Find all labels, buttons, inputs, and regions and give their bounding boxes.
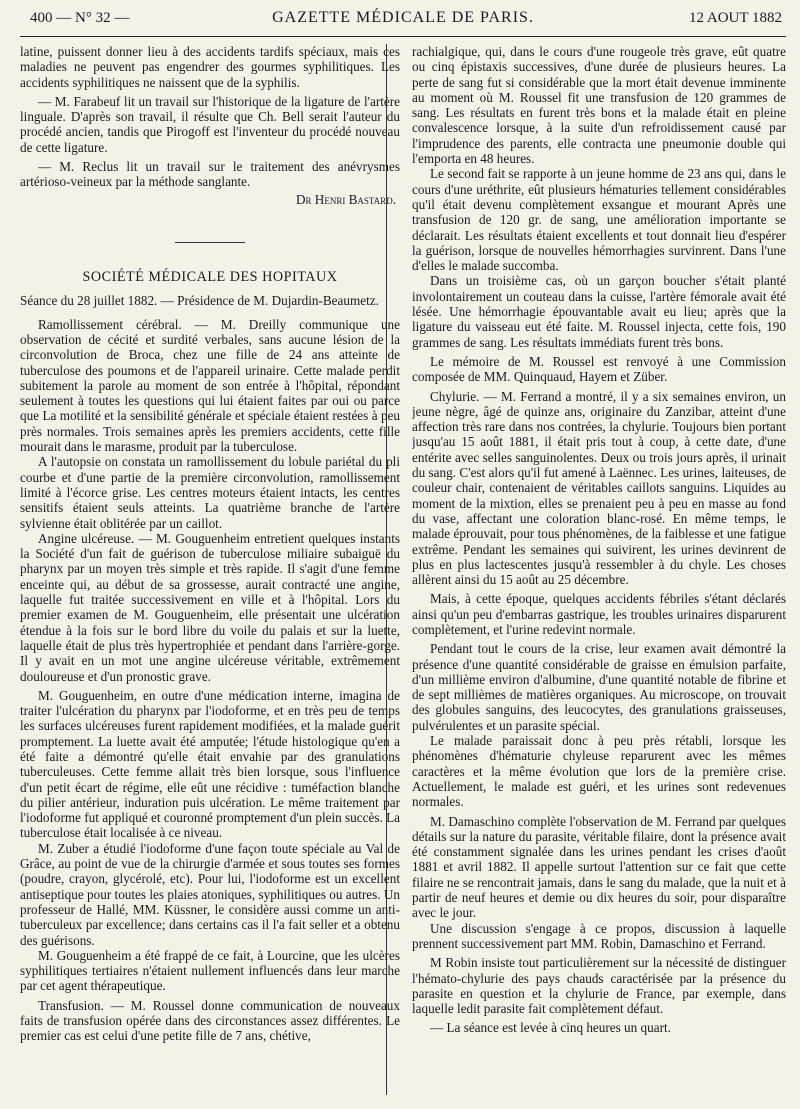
paragraph: Une discussion s'engage à ce propos, discussion à laquelle prennent successivement part MM. Robin, Damaschino et Ferrand. (412, 920, 786, 951)
paragraph: Mais, à cette époque, quelques accidents fébriles s'étant déclarés ainsi qu'un peu d'embarras gastrique, les troubles urinaires disparurent complètement, et l'urine redevint normale. (412, 591, 786, 637)
paragraph: M. Damaschino complète l'observation de M. Ferrand par quelques détails sur la nature du parasite, véritable filaire, dont la présence avait été constamment signalée dans les urines pendant les crises d'août 1881 et avril 1882. Il appelle surtout l'attention sur ce fait que cette filaire ne se rencontrait jamais, dans le sang du malade, que la nuit et à partir de neuf heures et demie ou dix heures du soir, pour disparaître avec le jour. (412, 813, 786, 921)
page-number: 400 — N° 32 — (30, 10, 130, 26)
paragraph: Ramollissement cérébral. — M. Dreilly communique une observation de cécité et surdité verbales, sans aucune lésion de la circonvolution de Broca, chez une fille de 24 ans atteinte de tuberculose des poumons et de l'appareil urinaire. Cette malade perdit subitement la parole au moment de son entrée à l'hôpital, répondant seulement à toutes les questions qui lui étaient faites par oui ou parce que La motilité et la sensibilité générale et spéciale étaient restées à peu près normales. Trois semaines après les premiers accidents, cette fille mourait dans le marasme, produit par la tuberculose. (20, 316, 400, 455)
paragraph: — La séance est levée à cinq heures un quart. (430, 1020, 671, 1036)
section-title: SOCIÉTÉ MÉDICALE DES HOPITAUX (82, 268, 338, 285)
article-columns (20, 44, 786, 1109)
signature: Dr Henri Bastard. (295, 191, 396, 207)
page-header (20, 6, 786, 37)
paragraph: — M. Reclus lit un travail sur le traitement des anévrysmes artérioso-veineux par la méthode sanglante. (20, 159, 400, 190)
paragraph: M Robin insiste tout particulièrement sur la nécessité de distinguer l'hémato-chylurie des pays chauds caractérisée par la présence du parasite en question et la chylurie de France, par exemple, dans laquelle ledit parasite fait complètement défaut. (412, 955, 786, 1017)
paragraph: Chylurie. — M. Ferrand a montré, il y a six semaines environ, un jeune nègre, âgé de quinze ans, originaire du Zanzibar, atteint d'une affection très rare dans nos contrées, la chylurie. Toujours bien portant jusqu'au 15 août 1881, il était pris tout à coup, à cette date, d'une entérite avec selles sanguinolentes. Deux ou trois jours après, il urinait du sang. C'est alors qu'il fut amené à Laënnec. Les urines, laiteuses, de couleur chair, contenaient de véritables caillots sanguins. Liquides au moment de la mixtion, elles se prenaient peu à peu en masse au fond du vase, affectant une coloration blanc-rosé. En même temps, le malade éprouvait, pour tous phénomènes, de la faiblesse et une fatigue extrême. Pendant les semaines qui suivirent, les urines devinrent de plus en plus lactescentes jusqu'à ressembler à du chyle. Les choses allèrent ainsi du 15 août au 25 décembre. (412, 388, 786, 588)
paragraph: A l'autopsie on constata un ramollissement du lobule pariétal du pli courbe et d'une partie de la première circonvolution, ramollissement limité à l'écorce grise. Les centres moteurs étaient intacts, les centres sensitifs étaient seuls atteints. La quatrième branche de l'artère sylvienne était oblitérée par un caillot. (20, 454, 400, 531)
paragraph: M. Gouguenheim a été frappé de ce fait, à Lourcine, que les ulcères syphilitiques tertiaires n'étaient nullement influencés dans leur marche par cet agent thérapeutique. (20, 947, 400, 994)
paragraph: Le second fait se rapporte à un jeune homme de 23 ans qui, dans le cours d'une uréthrite, eût plusieurs hématuries tellement considérables qu'il était devenu complètement exsangue et mourant Après une transfusion de 120 gr. de sang, une amélioration importante se déclarait. Les résultats étaient excellents et tout donnait lieu d'espérer la guérison, lorsque de nouvelles hémorrhagies survinrent. Dans l'une d'elles le malade succomba. (412, 166, 786, 274)
paragraph: M. Gouguenheim, en outre d'une médication interne, imagina de traiter l'ulcération du pharynx par l'iodoforme, et en très peu de temps les surfaces ulcéreuses furent rapidement modifiées, et la malade guérit promptement. La luette avait été amputée; l'étude histologique qu'en a été faite a démontré qu'elle était envahie par des granulations tuberculeuses. Cette femme allait très bien lorsque, sous l'influence d'un petit écart de régime, elle eût une récidive : tuméfaction blanche du pilier antérieur, induration puis ulcération. Le même traitement par l'iodoforme fut appliqué et couronné promptement d'un plein succès. La tuberculose était localisée à ce niveau. (20, 687, 400, 841)
paragraph: Dans un troisième cas, où un garçon boucher s'était planté involontairement un couteau dans la cuisse, l'artère fémorale avait été lésée. Une hémorrhagie épouvantable avait eu lieu; après que la ligature du vaisseau eut été faite. M. Roussel injecta, cette fois, 190 grammes de sang. Les résultats immédiats furent très bons. (412, 273, 786, 350)
right-column (412, 44, 786, 1109)
paragraph: Le malade paraissait donc à peu près rétabli, lorsque les phénomènes d'hématurie chyleuse reparurent avec les mêmes caractères et la même évolution que lors de la première crise. Actuellement, le malade est guéri, et les urines sont redevenues normales. (412, 733, 786, 810)
section-separator (175, 242, 245, 243)
issue-date: 12 AOUT 1882 (688, 10, 782, 26)
paragraph: Le mémoire de M. Roussel est renvoyé à une Commission composée de MM. Quinquaud, Hayem et Züber. (412, 353, 786, 385)
left-column (20, 44, 400, 1109)
session-line: Séance du 28 juillet 1882. — Présidence de M. Dujardin-Beaumetz. (20, 292, 379, 308)
paragraph: rachialgique, qui, dans le cours d'une rougeole très grave, eût quatre ou cinq épistaxis successives, d'une durée de plusieurs heures. La perte de sang fut si considérable que la mort était devenue imminente au moment où M. Roussel fit une transfusion de 120 grammes de sang. Les résultats en furent très bons et la malade était en pleine convalescence lorsque, à la suite d'un refroidissement causé par l'imprudence des parents, elle contracta une pneumonie double qui l'emporta en 48 heures. (412, 44, 786, 167)
journal-title: GAZETTE MÉDICALE DE PARIS. (272, 9, 534, 26)
paragraph: M. Zuber a étudié l'iodoforme d'une façon toute spéciale au Val de Grâce, au point de vue de la chirurgie d'armée et sous toutes ses formes (poudre, crayon, glycérolé, etc). Pour lui, l'iodoforme est un excellent antiseptique pour toutes les plaies atoniques, syphilitiques ou autres. Un professeur de Hallé, MM. Küssner, le considère aussi comme un anti-tuberculeux par excellence; dans certains cas il l'a fait seller et a obtenu des guérisons. (20, 840, 400, 948)
paragraph: Angine ulcéreuse. — M. Gouguenheim entretient quelques instants la Société d'un fait de guérison de tuberculose miliaire subaiguë du pharynx par un moyen très simple et très rapide. Il s'agit d'une femme enceinte qui, au début de sa grossesse, aurait contracté une angine, laquelle fut traitée successivement en ville et à l'hôpital. Lors du premier examen de M. Gouguenheim, elle présentait une ulcération étendue à la fois sur le bord libre du voile du palais et sur la luette, laquelle était de plus très hypertrophiée et pendant dans l'arrière-gorge. Il y avait en un mot une angine ulcéreuse véritable, extrêmement douloureuse et d'un pronostic grave. (20, 530, 400, 684)
paragraph: Pendant tout le cours de la crise, leur examen avait démontré la présence d'une quantité considérable de graisse en émulsion parfaite, d'un millième environ d'albumine, d'une quantité notable de fibrine et de sept millièmes de matières organiques. Au microscope, on trouvait des globules sanguins, des leucocytes, des granulations graisseuses, pulvérulentes et un parasite spécial. (412, 641, 786, 733)
paragraph: — M. Farabeuf lit un travail sur l'historique de la ligature de l'artère linguale. D'après son travail, il résulte que Ch. Bell serait l'auteur du procédé ancien, tandis que Pirogoff est l'inventeur du procédé nouveau de cette ligature. (20, 93, 400, 155)
paragraph: Transfusion. — M. Roussel donne communication de nouveaux faits de transfusion opérée dans des circonstances assez différentes. Le premier cas est celui d'une petite fille de 7 ans, chétive, (20, 997, 400, 1044)
paragraph: latine, puissent donner lieu à des accidents tardifs spéciaux, mais ces maladies ne peuvent pas engendrer des gourmes syphilitiques. Les accidents syphilitiques ne naissent que de la syphilis. (20, 44, 400, 90)
